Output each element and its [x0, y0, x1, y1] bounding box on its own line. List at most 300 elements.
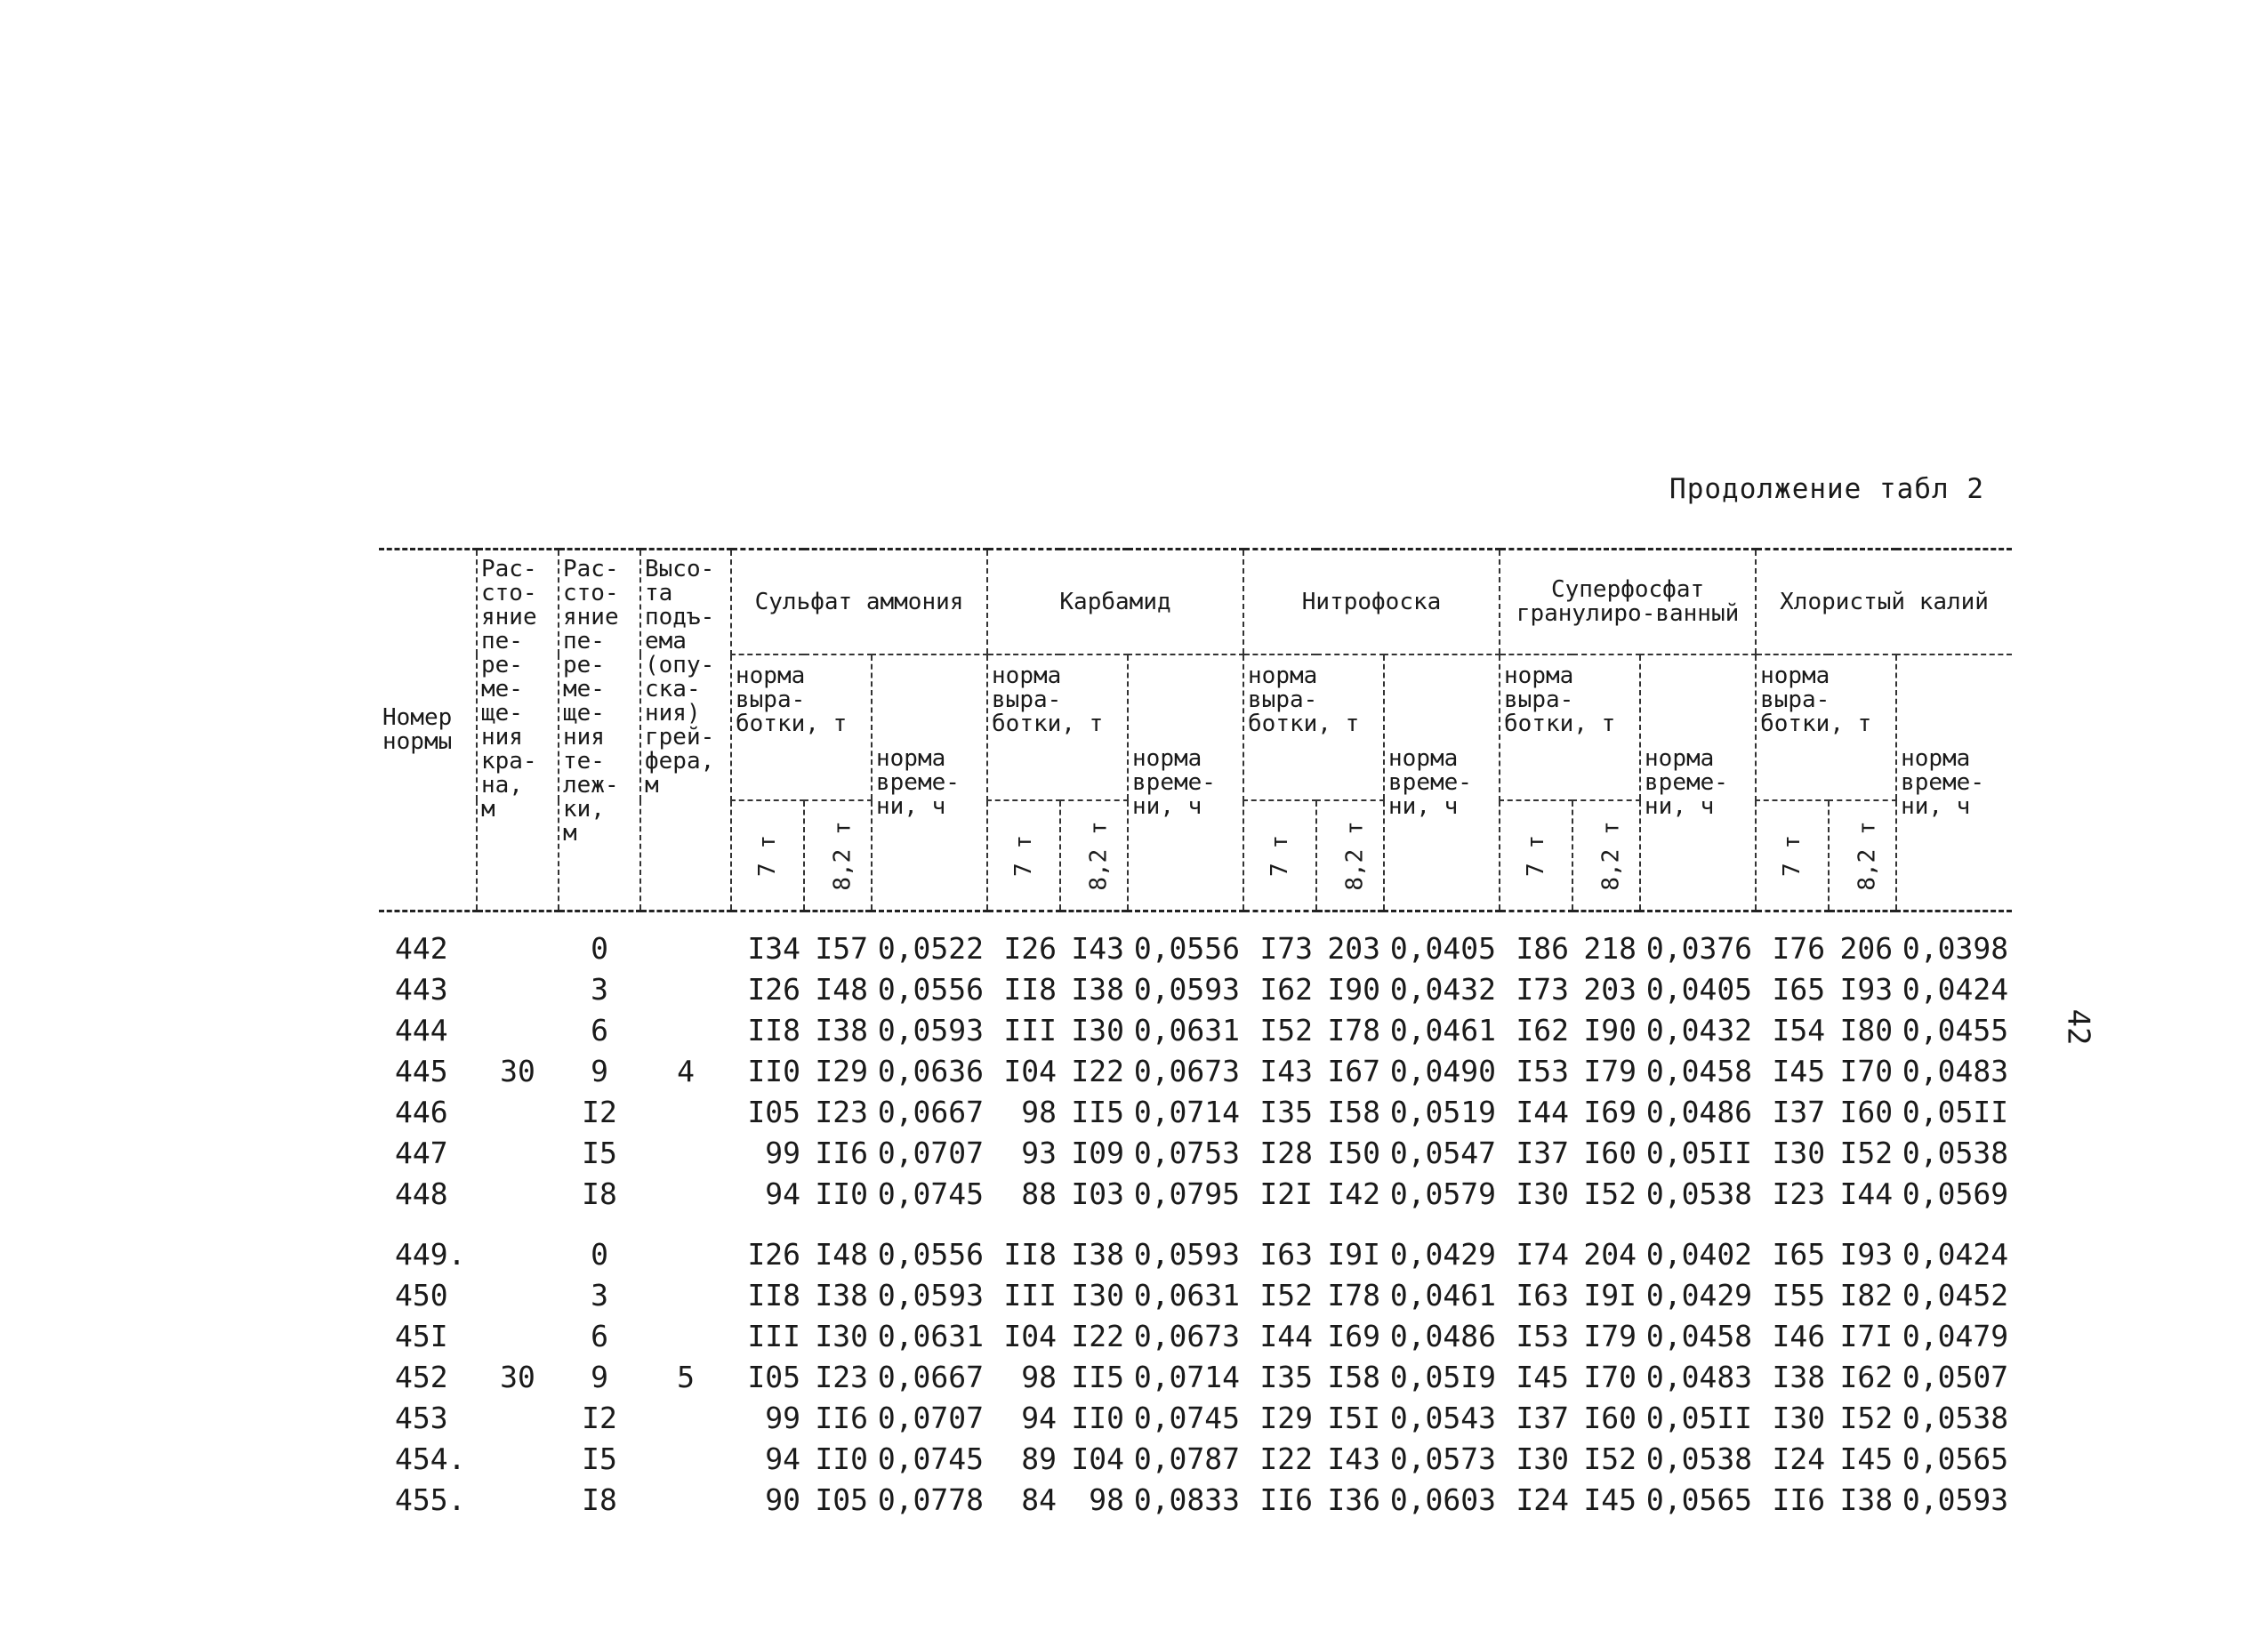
- time-norm-cell: 0,0455: [1902, 1013, 2009, 1048]
- trolley-distance-cell: 0: [591, 931, 608, 966]
- time-norm-cell: 0,0461: [1389, 1013, 1497, 1048]
- trolley-distance-cell: I8: [582, 1482, 617, 1517]
- output-norm-cell: 94: [765, 1176, 800, 1211]
- output-norm-cell: I93: [1839, 1237, 1894, 1272]
- output-norm-cell: I45: [1772, 1054, 1826, 1088]
- crane-distance-cell: [477, 1092, 559, 1133]
- output-norm-cell: 98: [1021, 1360, 1058, 1394]
- table-row: [379, 1480, 2012, 1521]
- group-header-ammonium-sulfate: Сульфат аммония: [731, 550, 987, 655]
- table-caption: Продолжение табл 2: [1669, 473, 1984, 505]
- output-norm-cell: I30: [815, 1319, 868, 1353]
- output-norm-cell: I69: [1327, 1319, 1381, 1353]
- capacity-7-header: 7 т: [731, 800, 804, 911]
- output-norm-cell: II8: [747, 1013, 800, 1048]
- time-norm-cell: 0,0745: [877, 1176, 985, 1211]
- output-norm-cell: I52: [1583, 1441, 1637, 1476]
- table-row: [379, 1398, 2012, 1439]
- output-norm-cell: I29: [815, 1054, 868, 1088]
- time-norm-cell: 0,0538: [1645, 1176, 1753, 1211]
- lift-height-cell: 5: [677, 1360, 695, 1394]
- output-norm-cell: I63: [1259, 1237, 1314, 1272]
- time-norm-cell: 0,0565: [1902, 1441, 2009, 1476]
- time-norm-cell: 0,0593: [1133, 1237, 1241, 1272]
- output-norm-cell: I45: [1583, 1482, 1637, 1517]
- time-norm-cell: 0,0667: [877, 1360, 985, 1394]
- time-norm-cell: 0,0787: [1133, 1441, 1241, 1476]
- time-norm-cell: 0,0714: [1133, 1360, 1241, 1394]
- time-norm-cell: 0,0405: [1389, 931, 1497, 966]
- time-norm-cell: 0,0538: [1645, 1441, 1753, 1476]
- group-header-carbamide: Карбамид: [987, 550, 1243, 655]
- output-norm-cell: I37: [1516, 1136, 1570, 1170]
- output-norm-cell: I90: [1327, 972, 1381, 1007]
- output-norm-cell: I62: [1259, 972, 1314, 1007]
- time-norm-cell: 0,0424: [1902, 1237, 2009, 1272]
- output-norm-cell: I44: [1839, 1176, 1894, 1211]
- output-norm-cell: I90: [1583, 1013, 1637, 1048]
- time-norm-cell: 0,0486: [1389, 1319, 1497, 1353]
- output-norm-cell: 90: [765, 1482, 800, 1517]
- output-norm-cell: II8: [747, 1278, 800, 1313]
- output-norm-cell: I30: [1772, 1401, 1826, 1435]
- table-row: [379, 1051, 2012, 1092]
- output-norm-cell: II5: [1071, 1095, 1125, 1129]
- crane-distance-cell: [477, 1398, 559, 1439]
- crane-distance-cell: [477, 1174, 559, 1215]
- time-norm-cell: 0,0483: [1902, 1054, 2009, 1088]
- output-norm-cell: I43: [1071, 931, 1125, 966]
- output-norm-cell: I44: [1259, 1319, 1314, 1353]
- time-norm-cell: 0,0432: [1645, 1013, 1753, 1048]
- output-norm-cell: I35: [1259, 1095, 1314, 1129]
- time-norm-cell: 0,0556: [877, 972, 985, 1007]
- crane-distance-cell: [477, 1234, 559, 1275]
- output-norm-cell: 206: [1839, 931, 1894, 966]
- output-norm-cell: I69: [1583, 1095, 1637, 1129]
- output-norm-cell: I30: [1071, 1278, 1125, 1313]
- output-norm-cell: I38: [815, 1013, 868, 1048]
- lift-height-cell: [640, 1234, 731, 1275]
- output-norm-cell: I04: [1071, 1441, 1125, 1476]
- time-norm-cell: 0,0483: [1645, 1360, 1753, 1394]
- output-norm-cell: I35: [1259, 1360, 1314, 1394]
- trolley-distance-cell: I8: [582, 1176, 617, 1211]
- output-norm-header: норма выра-ботки, т: [1243, 654, 1384, 800]
- time-norm-cell: 0,0490: [1389, 1054, 1497, 1088]
- output-norm-cell: I52: [1259, 1013, 1314, 1048]
- output-norm-cell: II0: [747, 1054, 800, 1088]
- output-norm-cell: II0: [815, 1441, 868, 1476]
- output-norm-cell: I63: [1516, 1278, 1570, 1313]
- crane-distance-header: Рас- сто- яние пе- ре- ме- ще- ния кра- на, м: [477, 550, 559, 911]
- output-norm-cell: I38: [1071, 972, 1125, 1007]
- trolley-distance-cell: I2: [582, 1401, 617, 1435]
- output-norm-cell: I46: [1772, 1319, 1826, 1353]
- table-row: [379, 911, 2012, 970]
- trolley-distance-cell: 3: [591, 1278, 608, 1313]
- output-norm-cell: I57: [815, 931, 868, 966]
- output-norm-cell: II8: [1003, 1237, 1058, 1272]
- trolley-distance-cell: I5: [582, 1136, 617, 1170]
- time-norm-cell: 0,0432: [1389, 972, 1497, 1007]
- output-norm-cell: I05: [747, 1360, 800, 1394]
- output-norm-cell: I5I: [1327, 1401, 1381, 1435]
- norm-number-cell: 448: [395, 1176, 448, 1211]
- time-norm-cell: 0,0556: [877, 1237, 985, 1272]
- output-norm-cell: I28: [1259, 1136, 1314, 1170]
- lift-height-cell: [640, 1092, 731, 1133]
- norm-number-cell: 442: [395, 931, 448, 966]
- norm-number-cell: 443: [395, 972, 448, 1007]
- time-norm-cell: 0,0486: [1645, 1095, 1753, 1129]
- output-norm-cell: I65: [1772, 972, 1826, 1007]
- output-norm-cell: I23: [815, 1095, 868, 1129]
- capacity-7-header: 7 т: [1756, 800, 1829, 911]
- output-norm-cell: I93: [1839, 972, 1894, 1007]
- output-norm-cell: I05: [747, 1095, 800, 1129]
- output-norm-cell: 203: [1327, 931, 1381, 966]
- output-norm-cell: I70: [1839, 1054, 1894, 1088]
- output-norm-cell: I03: [1071, 1176, 1125, 1211]
- output-norm-cell: 204: [1583, 1237, 1637, 1272]
- output-norm-cell: I9I: [1583, 1278, 1637, 1313]
- output-norm-cell: II6: [1772, 1482, 1826, 1517]
- lift-height-cell: [640, 1010, 731, 1051]
- norm-number-cell: 444: [395, 1013, 448, 1048]
- output-norm-cell: I48: [815, 972, 868, 1007]
- time-norm-cell: 0,0631: [877, 1319, 985, 1353]
- norm-number-cell: 446: [395, 1095, 448, 1129]
- norm-number-cell: 45I: [395, 1319, 448, 1353]
- output-norm-cell: I67: [1327, 1054, 1381, 1088]
- crane-distance-cell: [477, 911, 559, 970]
- time-norm-cell: 0,0429: [1389, 1237, 1497, 1272]
- table-row: [379, 969, 2012, 1010]
- capacity-7-header: 7 т: [987, 800, 1060, 911]
- table-row: [379, 1133, 2012, 1174]
- time-norm-cell: 0,0593: [1902, 1482, 2009, 1517]
- time-norm-cell: 0,0398: [1902, 931, 2009, 966]
- output-norm-header: норма выра-ботки, т: [987, 654, 1128, 800]
- time-norm-cell: 0,05II: [1645, 1401, 1753, 1435]
- output-norm-cell: I58: [1327, 1095, 1381, 1129]
- output-norm-cell: I22: [1071, 1319, 1125, 1353]
- time-norm-cell: 0,0458: [1645, 1319, 1753, 1353]
- output-norm-cell: I60: [1839, 1095, 1894, 1129]
- output-norm-cell: I55: [1772, 1278, 1826, 1313]
- output-norm-cell: I29: [1259, 1401, 1314, 1435]
- time-norm-cell: 0,0673: [1133, 1054, 1241, 1088]
- output-norm-cell: 98: [1089, 1482, 1125, 1517]
- trolley-distance-cell: 3: [591, 972, 608, 1007]
- output-norm-cell: I43: [1327, 1441, 1381, 1476]
- output-norm-cell: I54: [1772, 1013, 1826, 1048]
- output-norm-cell: I62: [1516, 1013, 1570, 1048]
- crane-distance-cell: [477, 1480, 559, 1521]
- output-norm-cell: I50: [1327, 1136, 1381, 1170]
- norm-number-cell: 452: [395, 1360, 448, 1394]
- crane-distance-cell: 30: [500, 1360, 535, 1394]
- time-norm-cell: 0,0745: [1133, 1401, 1241, 1435]
- capacity-8-2-header: 8,2 т: [1060, 800, 1128, 911]
- time-norm-cell: 0,0461: [1389, 1278, 1497, 1313]
- output-norm-cell: 89: [1021, 1441, 1058, 1476]
- time-norm-cell: 0,0402: [1645, 1237, 1753, 1272]
- time-norm-cell: 0,0795: [1133, 1176, 1241, 1211]
- output-norm-cell: III: [1003, 1278, 1058, 1313]
- lift-height-cell: [640, 1133, 731, 1174]
- trolley-distance-cell: 6: [591, 1319, 608, 1353]
- table-row: [379, 1234, 2012, 1275]
- table-row: [379, 1439, 2012, 1480]
- time-norm-cell: 0,0452: [1902, 1278, 2009, 1313]
- output-norm-cell: I73: [1259, 931, 1314, 966]
- time-norm-cell: 0,0458: [1645, 1054, 1753, 1088]
- output-norm-cell: II5: [1071, 1360, 1125, 1394]
- crane-distance-cell: [477, 1275, 559, 1316]
- norm-number-cell: 453: [395, 1401, 448, 1435]
- crane-distance-cell: [477, 969, 559, 1010]
- output-norm-cell: I52: [1259, 1278, 1314, 1313]
- output-norm-cell: II8: [1003, 972, 1058, 1007]
- output-norm-cell: I79: [1583, 1319, 1637, 1353]
- output-norm-cell: I04: [1003, 1054, 1058, 1088]
- crane-distance-cell: [477, 1010, 559, 1051]
- norms-table: [379, 548, 2012, 1521]
- output-norm-cell: I58: [1327, 1360, 1381, 1394]
- lift-height-cell: [640, 969, 731, 1010]
- time-norm-cell: 0,0543: [1389, 1401, 1497, 1435]
- output-norm-header: норма выра-ботки, т: [1756, 654, 1896, 800]
- time-norm-cell: 0,0707: [877, 1136, 985, 1170]
- output-norm-cell: I52: [1583, 1176, 1637, 1211]
- output-norm-cell: I30: [1071, 1013, 1125, 1048]
- trolley-distance-cell: 6: [591, 1013, 608, 1048]
- output-norm-cell: II0: [815, 1176, 868, 1211]
- lift-height-cell: 4: [677, 1054, 695, 1088]
- norm-number-cell: 454.: [395, 1441, 466, 1476]
- time-norm-cell: 0,05II: [1902, 1095, 2009, 1129]
- table-row: [379, 1316, 2012, 1357]
- crane-distance-cell: [477, 1133, 559, 1174]
- output-norm-cell: I2I: [1259, 1176, 1314, 1211]
- trolley-distance-cell: 9: [591, 1054, 608, 1088]
- time-norm-cell: 0,0565: [1645, 1482, 1753, 1517]
- norm-number-cell: 450: [395, 1278, 448, 1313]
- lift-height-cell: [640, 1480, 731, 1521]
- lift-height-cell: [640, 911, 731, 970]
- output-norm-cell: I43: [1259, 1054, 1314, 1088]
- output-norm-cell: 99: [765, 1401, 800, 1435]
- output-norm-cell: 84: [1021, 1482, 1058, 1517]
- time-norm-cell: 0,05II: [1645, 1136, 1753, 1170]
- trolley-distance-cell: 9: [591, 1360, 608, 1394]
- time-norm-cell: 0,0519: [1389, 1095, 1497, 1129]
- norm-number-cell: 447: [395, 1136, 448, 1170]
- capacity-7-header: 7 т: [1243, 800, 1316, 911]
- time-norm-cell: 0,0424: [1902, 972, 2009, 1007]
- output-norm-cell: II6: [815, 1401, 868, 1435]
- output-norm-cell: I30: [1516, 1176, 1570, 1211]
- table-row: [379, 1275, 2012, 1316]
- output-norm-cell: I37: [1772, 1095, 1826, 1129]
- output-norm-cell: I38: [1071, 1237, 1125, 1272]
- crane-distance-cell: 30: [500, 1054, 535, 1088]
- table-row: [379, 1174, 2012, 1215]
- output-norm-cell: I62: [1839, 1360, 1894, 1394]
- trolley-distance-cell: I5: [582, 1441, 617, 1476]
- time-norm-cell: 0,0593: [877, 1278, 985, 1313]
- output-norm-cell: I26: [1003, 931, 1058, 966]
- output-norm-cell: I30: [1772, 1136, 1826, 1170]
- time-norm-cell: 0,0636: [877, 1054, 985, 1088]
- output-norm-cell: I70: [1583, 1360, 1637, 1394]
- output-norm-cell: I53: [1516, 1319, 1570, 1353]
- time-norm-cell: 0,0833: [1133, 1482, 1241, 1517]
- output-norm-cell: III: [1003, 1013, 1058, 1048]
- output-norm-cell: I52: [1839, 1401, 1894, 1435]
- output-norm-cell: 94: [1021, 1401, 1058, 1435]
- output-norm-cell: 99: [765, 1136, 800, 1170]
- norm-number-header: Номер нормы: [379, 550, 477, 911]
- time-norm-cell: 0,0745: [877, 1441, 985, 1476]
- table-row: [379, 1357, 2012, 1398]
- output-norm-cell: I44: [1516, 1095, 1570, 1129]
- output-norm-cell: I23: [1772, 1176, 1826, 1211]
- capacity-8-2-header: 8,2 т: [804, 800, 872, 911]
- time-norm-cell: 0,0603: [1389, 1482, 1497, 1517]
- output-norm-header: норма выра-ботки, т: [731, 654, 872, 800]
- time-norm-cell: 0,0507: [1902, 1360, 2009, 1394]
- lift-height-cell: [640, 1174, 731, 1215]
- time-norm-cell: 0,0573: [1389, 1441, 1497, 1476]
- output-norm-cell: I74: [1516, 1237, 1570, 1272]
- time-norm-cell: 0,0667: [877, 1095, 985, 1129]
- norm-number-cell: 445: [395, 1054, 448, 1088]
- time-norm-cell: 0,0479: [1902, 1319, 2009, 1353]
- time-norm-header: норма време-ни, ч: [1384, 654, 1500, 911]
- output-norm-header: норма выра-ботки, т: [1500, 654, 1640, 800]
- time-norm-header: норма време-ни, ч: [1128, 654, 1243, 911]
- output-norm-cell: I80: [1839, 1013, 1894, 1048]
- output-norm-cell: I26: [747, 1237, 800, 1272]
- time-norm-cell: 0,0429: [1645, 1278, 1753, 1313]
- time-norm-cell: 0,0631: [1133, 1278, 1241, 1313]
- crane-distance-cell: [477, 1439, 559, 1480]
- output-norm-cell: I05: [815, 1482, 868, 1517]
- lift-height-cell: [640, 1439, 731, 1480]
- norm-number-cell: 455.: [395, 1482, 466, 1517]
- output-norm-cell: I60: [1583, 1401, 1637, 1435]
- table-body: [379, 911, 2012, 1522]
- time-norm-cell: 0,0538: [1902, 1136, 2009, 1170]
- output-norm-cell: I38: [815, 1278, 868, 1313]
- trolley-distance-header: Рас- сто- яние пе- ре- ме- ще- ния те- леж- ки, м: [559, 550, 640, 911]
- output-norm-cell: 88: [1021, 1176, 1058, 1211]
- table-row: [379, 1092, 2012, 1133]
- time-norm-cell: 0,0631: [1133, 1013, 1241, 1048]
- output-norm-cell: II0: [1071, 1401, 1125, 1435]
- time-norm-cell: 0,05I9: [1389, 1360, 1497, 1394]
- time-norm-cell: 0,0593: [877, 1013, 985, 1048]
- output-norm-cell: I36: [1327, 1482, 1381, 1517]
- output-norm-cell: I22: [1071, 1054, 1125, 1088]
- output-norm-cell: 98: [1021, 1095, 1058, 1129]
- time-norm-cell: 0,0547: [1389, 1136, 1497, 1170]
- time-norm-cell: 0,0593: [1133, 972, 1241, 1007]
- output-norm-cell: I86: [1516, 931, 1570, 966]
- lift-height-cell: [640, 1398, 731, 1439]
- lift-height-cell: [640, 1316, 731, 1357]
- output-norm-cell: I52: [1839, 1136, 1894, 1170]
- time-norm-cell: 0,0569: [1902, 1176, 2009, 1211]
- norm-number-cell: 449.: [395, 1237, 466, 1272]
- time-norm-cell: 0,0707: [877, 1401, 985, 1435]
- time-norm-cell: 0,0753: [1133, 1136, 1241, 1170]
- group-header-nitrophoska: Нитрофоска: [1243, 550, 1500, 655]
- lift-height-cell: [640, 1275, 731, 1316]
- output-norm-cell: I23: [815, 1360, 868, 1394]
- output-norm-cell: I38: [1772, 1360, 1826, 1394]
- time-norm-cell: 0,0538: [1902, 1401, 2009, 1435]
- output-norm-cell: I38: [1839, 1482, 1894, 1517]
- output-norm-cell: II6: [815, 1136, 868, 1170]
- capacity-8-2-header: 8,2 т: [1829, 800, 1896, 911]
- output-norm-cell: I04: [1003, 1319, 1058, 1353]
- output-norm-cell: I9I: [1327, 1237, 1381, 1272]
- time-norm-cell: 0,0405: [1645, 972, 1753, 1007]
- time-norm-header: норма време-ни, ч: [872, 654, 987, 911]
- output-norm-cell: II6: [1259, 1482, 1314, 1517]
- output-norm-cell: I65: [1772, 1237, 1826, 1272]
- output-norm-cell: III: [747, 1319, 800, 1353]
- output-norm-cell: I34: [747, 931, 800, 966]
- output-norm-cell: I48: [815, 1237, 868, 1272]
- output-norm-cell: I76: [1772, 931, 1826, 966]
- output-norm-cell: I45: [1516, 1360, 1570, 1394]
- table-row: [379, 1010, 2012, 1051]
- lift-height-header: Высо- та подъ- ема (опу- ска- ния) грей- фера, м: [640, 550, 731, 911]
- time-norm-header: норма време-ни, ч: [1640, 654, 1756, 911]
- group-spacer: [379, 1215, 2012, 1234]
- crane-distance-cell: [477, 1316, 559, 1357]
- output-norm-cell: I53: [1516, 1054, 1570, 1088]
- time-norm-cell: 0,0714: [1133, 1095, 1241, 1129]
- capacity-7-header: 7 т: [1500, 800, 1572, 911]
- output-norm-cell: I37: [1516, 1401, 1570, 1435]
- output-norm-cell: 94: [765, 1441, 800, 1476]
- output-norm-cell: I82: [1839, 1278, 1894, 1313]
- output-norm-cell: I22: [1259, 1441, 1314, 1476]
- output-norm-cell: I79: [1583, 1054, 1637, 1088]
- output-norm-cell: I60: [1583, 1136, 1637, 1170]
- output-norm-cell: I78: [1327, 1013, 1381, 1048]
- output-norm-cell: I30: [1516, 1441, 1570, 1476]
- output-norm-cell: I24: [1516, 1482, 1570, 1517]
- time-norm-cell: 0,0556: [1133, 931, 1241, 966]
- time-norm-cell: 0,0673: [1133, 1319, 1241, 1353]
- output-norm-cell: I24: [1772, 1441, 1826, 1476]
- output-norm-cell: I09: [1071, 1136, 1125, 1170]
- output-norm-cell: I26: [747, 972, 800, 1007]
- time-norm-cell: 0,0579: [1389, 1176, 1497, 1211]
- output-norm-cell: I78: [1327, 1278, 1381, 1313]
- trolley-distance-cell: 0: [591, 1237, 608, 1272]
- output-norm-cell: I45: [1839, 1441, 1894, 1476]
- output-norm-cell: I42: [1327, 1176, 1381, 1211]
- page-number: 42: [2060, 1008, 2096, 1046]
